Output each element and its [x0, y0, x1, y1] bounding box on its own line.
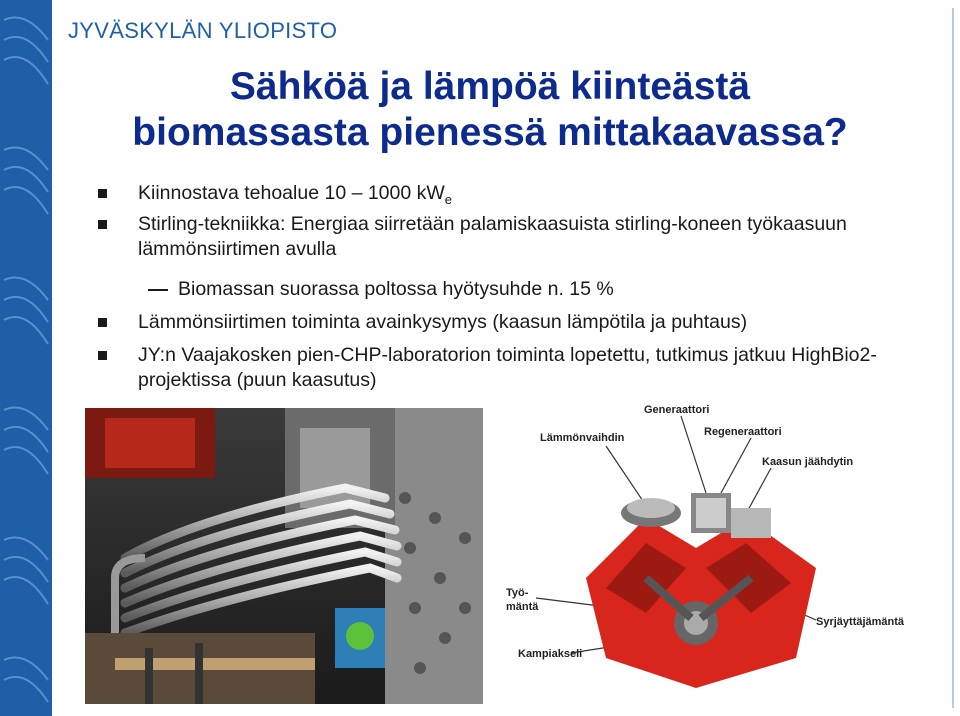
right-divider-line: [952, 8, 954, 708]
label-generaattori: Generaattori: [644, 404, 710, 416]
organization-name: JYVÄSKYLÄN YLIOPISTO: [68, 18, 338, 43]
slide-title-line-1: Sähköä ja lämpöä kiinteästä: [229, 65, 751, 108]
square-bullet-icon: [98, 351, 107, 360]
slide-title-line-2: biomassasta pienessä mittakaavassa?: [132, 111, 848, 154]
dash-bullet-icon: [148, 289, 168, 291]
label-lammonvaihdin: Lämmönvaihdin: [540, 432, 625, 444]
heat-exchanger-photo: [85, 408, 483, 704]
bullet-subscript: e: [444, 191, 453, 207]
label-syrjayttajamanta: Syrjäyttäjämäntä: [816, 616, 905, 628]
bullet-text: Lämmönsiirtimen toiminta avainkysymys (kaasun lämpötila ja puhtaus): [138, 311, 748, 333]
bullet-item: [98, 181, 858, 207]
bullet-text: JY:n Vaajakosken pien-CHP-laboratorion toiminta lopetettu, tutkimus jatkuu HighBio2-projektissa (puun kaasutus): [138, 344, 877, 391]
bullet-item: [98, 212, 858, 264]
label-kampiakseli: Kampiakseli: [518, 648, 583, 660]
label-kaasun-jaahdytin: Kaasun jäähdytin: [762, 456, 854, 468]
wing-pattern-icon: [0, 0, 52, 716]
bullet-text: Stirling-tekniikka: Energiaa siirretään palamiskaasuista stirling-koneen työkaasuun lämmönsiirtimen avulla: [138, 213, 847, 260]
square-bullet-icon: [98, 189, 107, 198]
sub-bullet-text: Biomassan suorassa poltossa hyötysuhde n. 15 %: [178, 278, 614, 300]
bullet-text: Kiinnostava tehoalue 10 – 1000 kW: [138, 182, 445, 204]
square-bullet-icon: [98, 318, 107, 327]
side-decoration-band: [0, 0, 52, 716]
heat-exchanger-image: [85, 408, 483, 704]
label-tyomanta: Työ- mäntä: [506, 587, 539, 613]
bullet-item: [98, 343, 877, 395]
bullet-item: [98, 310, 858, 336]
stirling-engine-diagram: [496, 398, 936, 710]
square-bullet-icon: [98, 220, 107, 229]
stirling-engine-illustration: [496, 398, 936, 710]
label-regeneraattori: Regeneraattori: [704, 426, 782, 438]
